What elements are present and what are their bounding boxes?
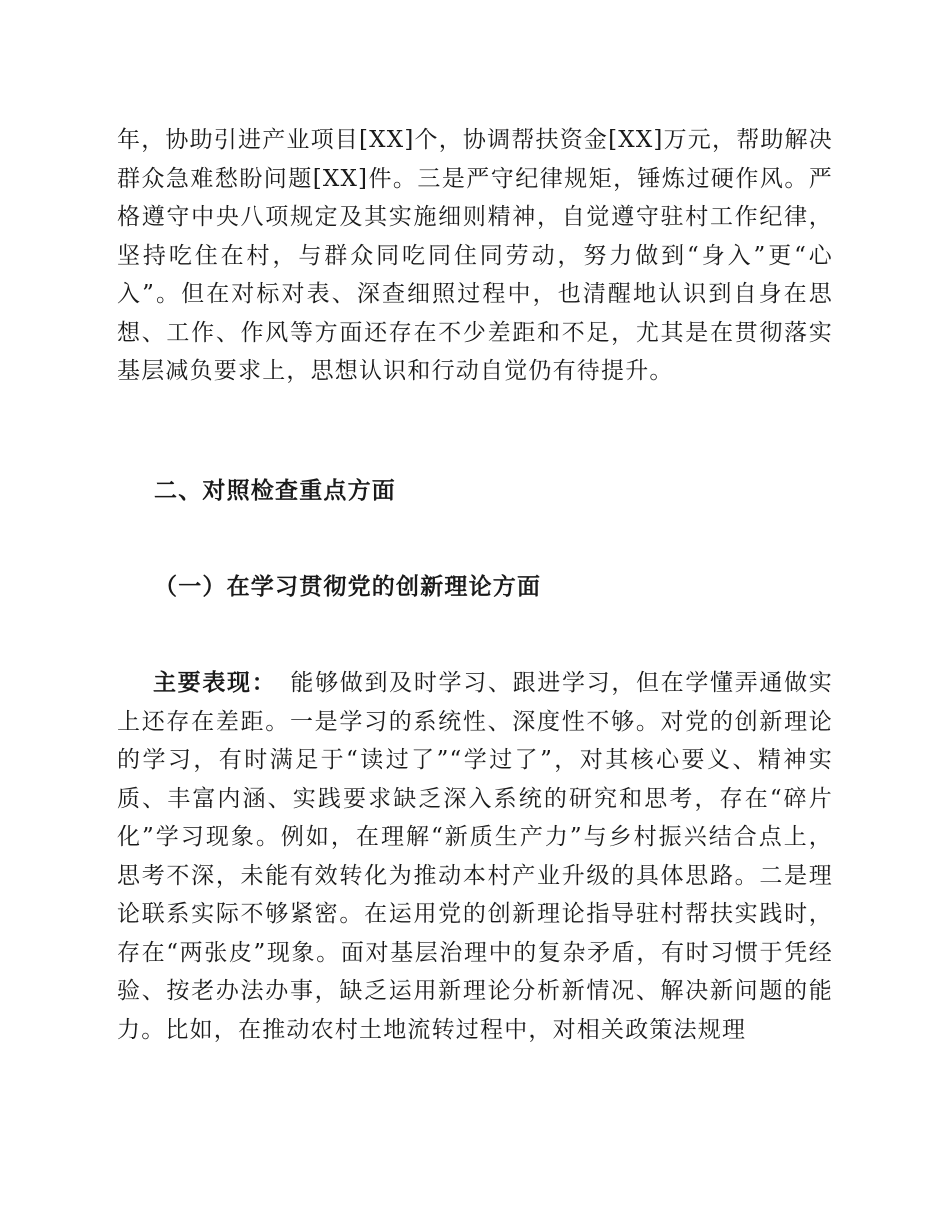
main-paragraph [117,664,833,1049]
main-paragraph-lead: 主要表现： [153,669,277,696]
continuation-paragraph: 年，协助引进产业项目[XX]个，协调帮扶资金[XX]万元，帮助解决群众急难愁盼问题[XX]件。三是严守纪律规矩，锤炼过硬作风。严格遵守中央八项规定及其实施细则精神，自觉遵守驻村工作纪律，坚持吃住在村，与群众同吃同住同劳动，努力做到“身入”更“心入”。但在对标对表、深查细照过程中，也清醒地认识到自身在思想、工作、作风等方面还存在不少差距和不足，尤其是在贯彻落实基层减负要求上，思想认识和行动自觉仍有待提升。 [117,127,833,384]
subsection-heading: （一）在学习贯彻党的创新理论方面 [154,573,542,600]
section-heading: 二、对照检查重点方面 [154,477,396,504]
main-paragraph-body: 能够做到及时学习、跟进学习，但在学懂弄通做实上还存在差距。一是学习的系统性、深度性不够。对党的创新理论的学习，有时满足于“读过了”“学过了”，对其核心要义、精神实质、丰富内涵、实践要求缺乏深入系统的研究和思考，存在“碎片化”学习现象。例如，在理解“新质生产力”与乡村振兴结合点上，思考不深，未能有效转化为推动本村产业升级的具体思路。二是理论联系实际不够紧密。在运用党的创新理论指导驻村帮扶实践时，存在“两张皮”现象。面对基层治理中的复杂矛盾，有时习惯于凭经验、按老办法办事，缺乏运用新理论分析新情况、解决新问题的能力。比如，在推动农村土地流转过程中，对相关政策法规理 [117,670,833,1043]
